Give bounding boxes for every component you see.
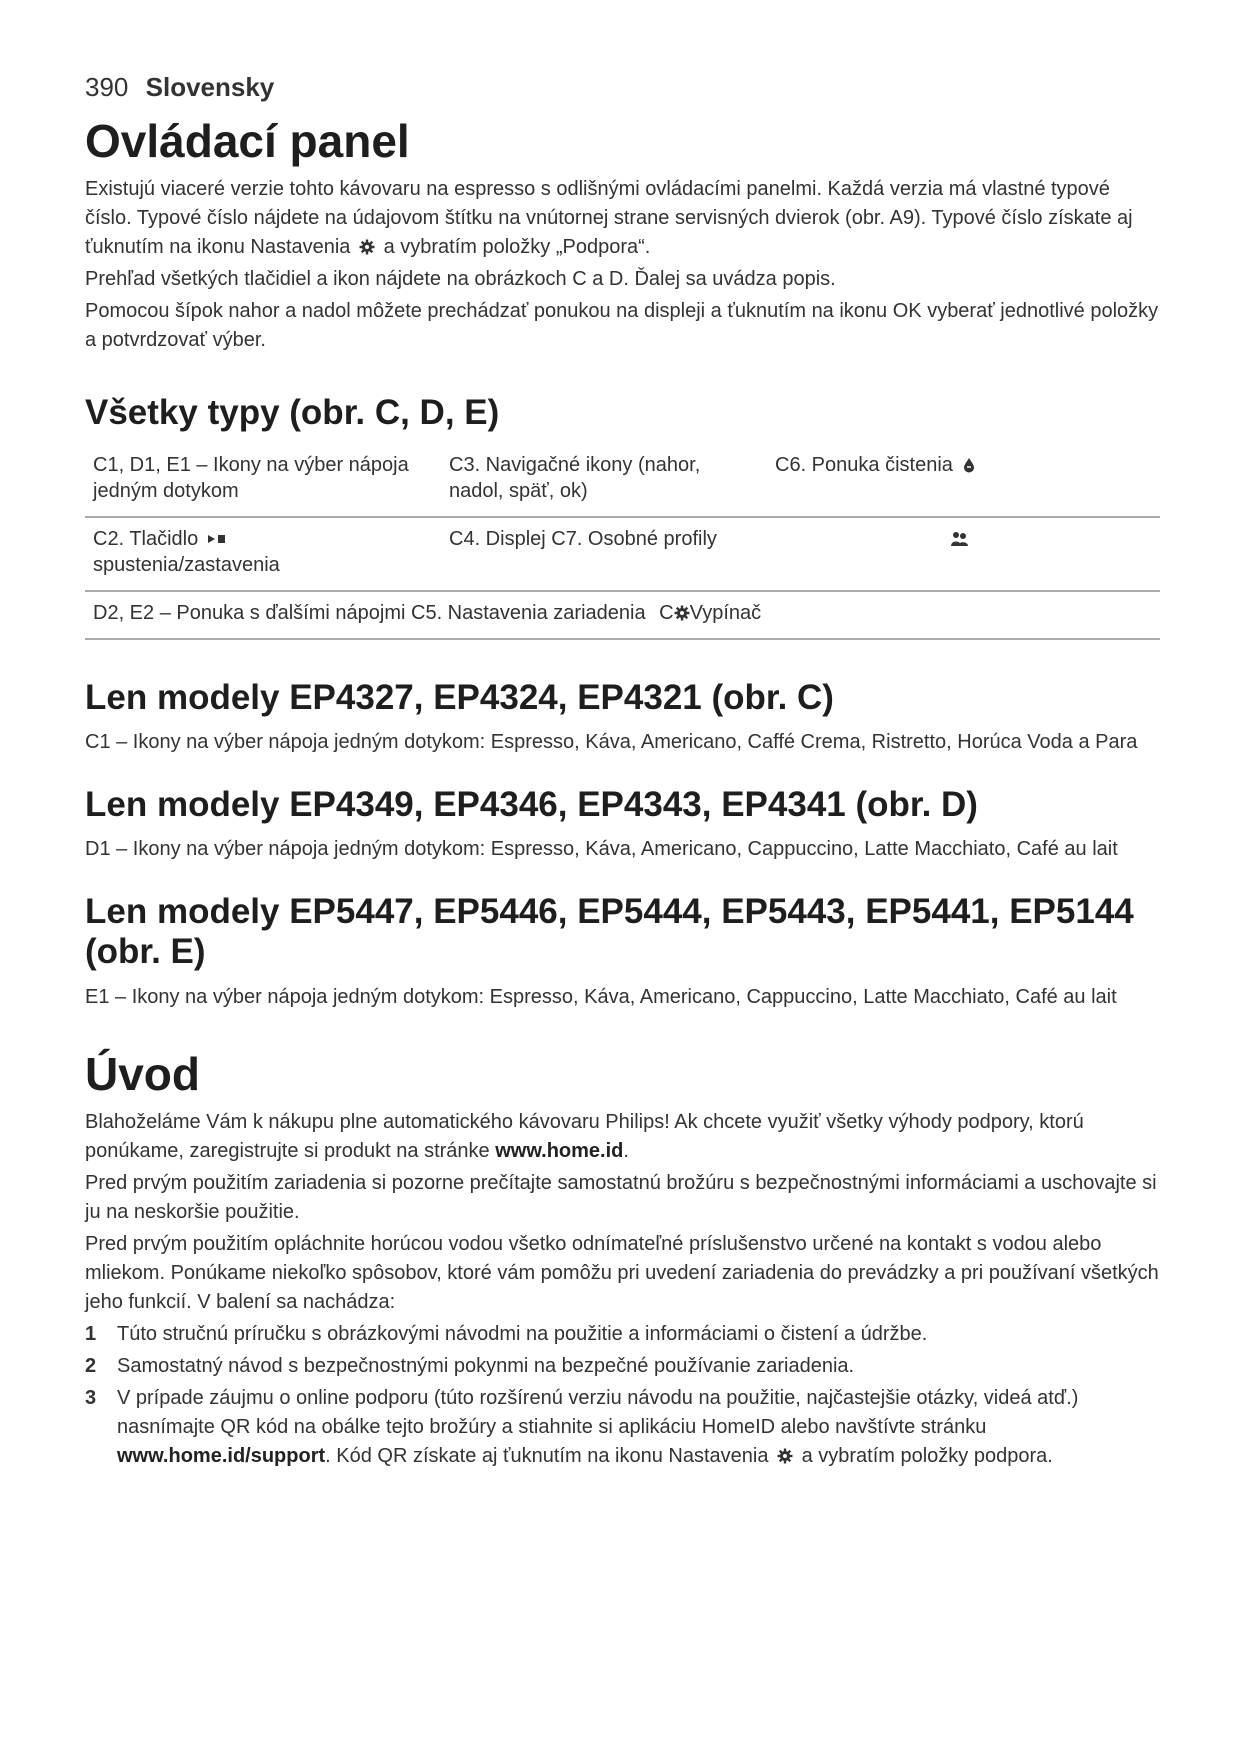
table-cell: C6. Ponuka čistenia: [767, 444, 1160, 517]
list-item: 2 Samostatný návod s bezpečnostnými pokynmi na bezpečné používanie zariadenia.: [85, 1354, 855, 1377]
table-row: [85, 444, 1160, 517]
gear-icon: [674, 605, 690, 621]
table-row: [85, 517, 1160, 591]
support-link[interactable]: www.home.id/support: [117, 1444, 326, 1467]
paragraph-models-d: D1 – Ikony na výber nápoja jedným dotykom: Espresso, Káva, Americano, Cappuccino, Latte Macchiato, Café au lait: [85, 838, 1118, 861]
section-title-all-types: Všetky typy (obr. C, D, E): [85, 393, 500, 433]
paragraph-models-c: C1 – Ikony na výber nápoja jedným dotykom: Espresso, Káva, Americano, Caffé Crema, Ristretto, Horúca Voda a Para: [85, 730, 1138, 753]
page-header: [85, 72, 1160, 103]
table-cell: C4. Displej C7. Osobné profily: [449, 527, 717, 550]
gear-icon: [359, 239, 375, 255]
paragraph-models-e: E1 – Ikony na výber nápoja jedným dotykom: Espresso, Káva, Americano, Cappuccino, Latte Macchiato, Café au lait: [85, 985, 1117, 1008]
list-item: 3 V prípade záujmu o online podporu (túto rozšírenú verziu návodu na použitie, najčastejšie otázky, videá atď.) nasnímajte QR kód na obálke tejto brožúry a stiahnite si aplikáciu HomeID alebo navštívte stránku www.home.id/support. Kód QR získate aj ťuknutím na ikonu Nastavenia a vybratím položky podpora.: [85, 1386, 1079, 1467]
table-cell: C2. Tlačidlo spustenia/zastavenia: [93, 527, 280, 576]
website-link[interactable]: www.home.id: [495, 1139, 624, 1162]
profiles-icon: [950, 531, 970, 547]
cleaning-drop-icon: [961, 457, 977, 473]
section-title-control-panel: Ovládací panel: [85, 115, 410, 167]
paragraph-intro-register: Blahoželáme Vám k nákupu plne automatického kávovaru Philips! Ak chcete využiť všetky výhody podpory, ktorú ponúkame, zaregistrujte si produkt na stránke www.home.id.: [85, 1110, 1084, 1162]
table-cell: C1, D1, E1 – Ikony na výber nápoja jedným dotykom: [93, 453, 409, 502]
package-contents-list: [85, 1320, 1160, 1471]
language-label: Slovensky: [145, 72, 275, 102]
table-cell: D2, E2 – Ponuka s ďalšími nápojmi C5. Nastavenia zariadenia C Vypínač: [93, 601, 762, 624]
table-cell: C3. Navigačné ikony (nahor, nadol, späť, ok): [449, 453, 701, 502]
paragraph-overview: Prehľad všetkých tlačidiel a ikon nájdete na obrázkoch C a D. Ďalej sa uvádza popis.: [85, 268, 836, 291]
play-stop-icon: [207, 531, 227, 547]
list-item: 1 Túto stručnú príručku s obrázkovými návodmi na použitie a informáciami o čistení a údržbe.: [85, 1322, 928, 1345]
page: [85, 72, 1160, 1474]
paragraph-intro-rinse: Pred prvým použitím opláchnite horúcou vodou všetko odnímateľné príslušenstvo určené na kontakt s vodou alebo mliekom. Ponúkame niekoľko spôsobov, ktoré vám pomôžu pri uvedení zariadenia do prevádzky a pri používaní všetkých jeho funkcií. V balení sa nachádza:: [85, 1232, 1159, 1313]
paragraph-versions: Existujú viaceré verzie tohto kávovaru na espresso s odlišnými ovládacími panelmi. Každá verzia má vlastné typové číslo. Typové číslo nájdete na údajovom štítku na vnútornej strane servisných dvierok (obr. A9). Typové číslo získate aj ťuknutím na ikonu Nastavenia a vybratím položky „Podpora“.: [85, 178, 1133, 259]
section-title-models-c: Len modely EP4327, EP4324, EP4321 (obr. C): [85, 677, 834, 717]
section-title-intro: Úvod: [85, 1047, 200, 1100]
controls-table: [85, 444, 1160, 640]
section-title-models-d: Len modely EP4349, EP4346, EP4343, EP4341 (obr. D): [85, 784, 978, 824]
paragraph-intro-safety: Pred prvým použitím zariadenia si pozorne prečítajte samostatnú brožúru s bezpečnostnými informáciami a uschovajte si ju na neskoršie použitie.: [85, 1171, 1157, 1223]
paragraph-navigation: Pomocou šípok nahor a nadol môžete prechádzať ponukou na displeji a ťuknutím na ikonu OK vyberať jednotlivé položky a potvrdzovať výber.: [85, 300, 1159, 352]
table-cell: [767, 517, 1160, 591]
page-number: 390: [85, 72, 129, 102]
section-title-models-e: Len modely EP5447, EP5446, EP5444, EP5443, EP5441, EP5144 (obr. E): [85, 892, 1134, 972]
gear-icon: [777, 1448, 793, 1464]
table-row: [85, 591, 1160, 639]
